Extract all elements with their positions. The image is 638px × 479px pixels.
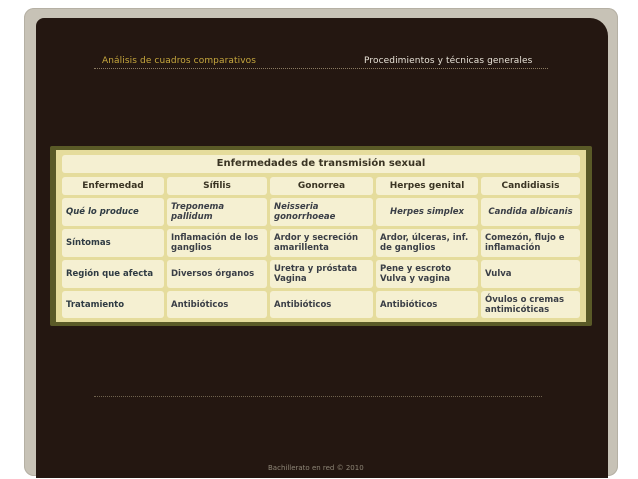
column-header-herpes: Herpes genital [376,177,478,195]
column-header-candidiasis: Candidiasis [481,177,580,195]
header-topic-title: Procedimientos y técnicas generales [364,56,533,66]
row-label-que-lo-produce: Qué lo produce [62,198,164,226]
table-cell: Treponema pallidum [167,198,267,226]
table-cell: Candida albicanis [481,198,580,226]
table-cell: Óvulos o cremas antimicóticas [481,291,580,318]
footer-copyright: Bachillerato en red © 2010 [268,464,364,472]
header-divider [94,68,548,69]
table-cell: Pene y escroto Vulva y vagina [376,260,478,288]
table-title: Enfermedades de transmisión sexual [62,155,580,173]
table-cell: Ardor, úlceras, inf. de ganglios [376,229,478,257]
table-cell: Antibióticos [376,291,478,318]
table-cell: Vulva [481,260,580,288]
column-header-enfermedad: Enfermedad [62,177,164,195]
column-header-gonorrea: Gonorrea [270,177,373,195]
footer-divider [94,396,542,397]
table-cell: Antibióticos [167,291,267,318]
table-cell: Inflamación de los ganglios [167,229,267,257]
table-cell: Herpes simplex [376,198,478,226]
table-body [56,150,586,322]
row-label-region-que-afecta: Región que afecta [62,260,164,288]
column-header-sifilis: Sífilis [167,177,267,195]
table-cell: Uretra y próstata Vagina [270,260,373,288]
header-section-title: Análisis de cuadros comparativos [102,56,257,66]
table-cell: Diversos órganos [167,260,267,288]
table-cell: Comezón, flujo e inflamación [481,229,580,257]
comparison-table [50,146,592,326]
table-cell: Ardor y secreción amarillenta [270,229,373,257]
table-cell: Antibióticos [270,291,373,318]
row-label-tratamiento: Tratamiento [62,291,164,318]
row-label-sintomas: Síntomas [62,229,164,257]
table-cell: Neisseria gonorrhoeae [270,198,373,226]
